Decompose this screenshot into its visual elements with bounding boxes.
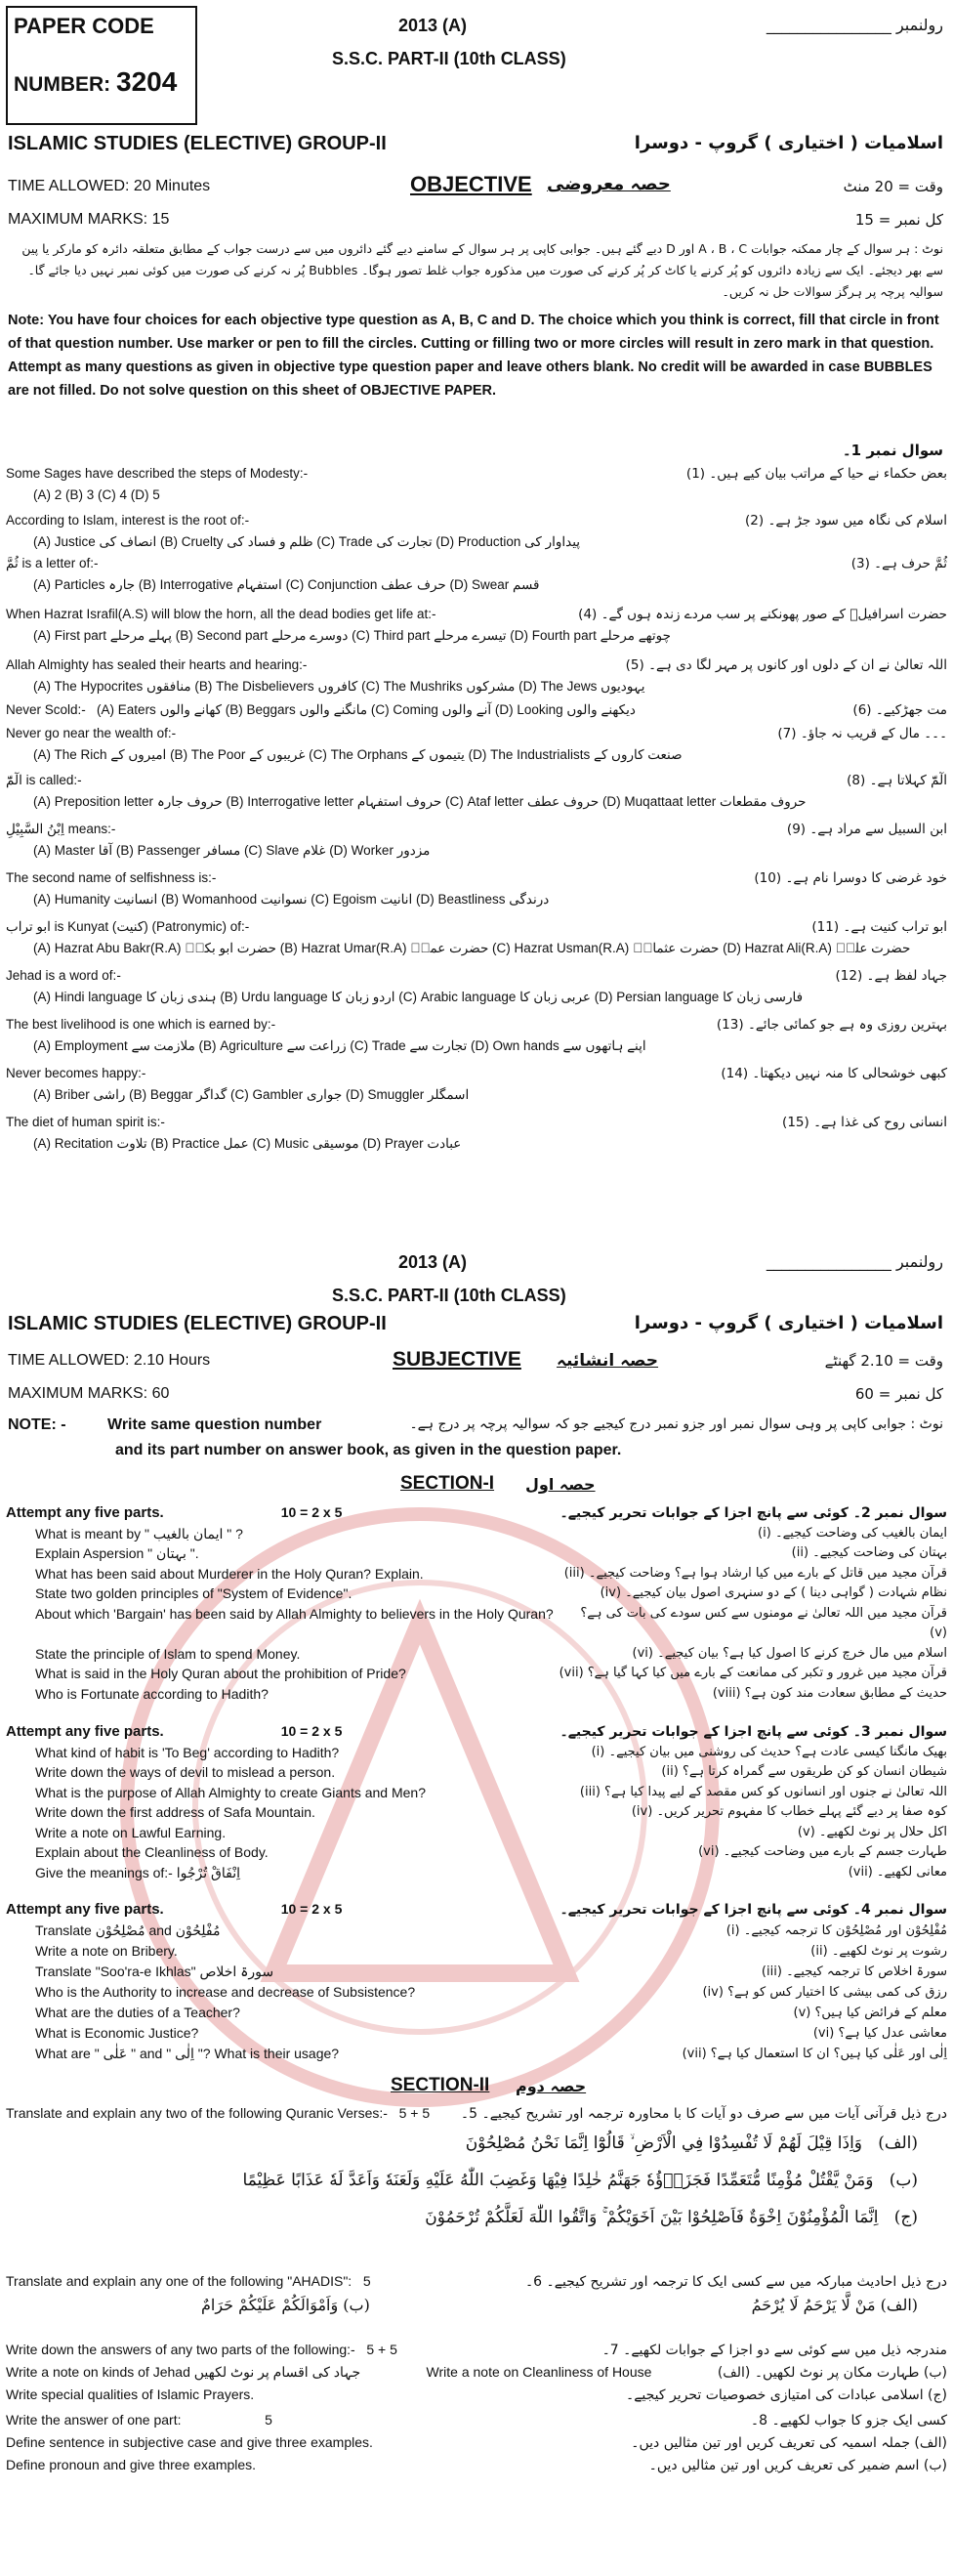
subjective-marks-urdu: کل نمبر = 60 bbox=[854, 1385, 943, 1403]
question-part: What are " عَلٰی " and " اِلٰی "? What is their usage? اِلٰی اور عَلٰی کیا ہیں؟ ان کا استعمال کیا ہے؟ (vii) bbox=[35, 2046, 947, 2061]
question-part: Translate "Soo'ra-e Ikhlas" سورۃ اخلاص سورۃ اخلاص کا ترجمہ کیجیے۔ (iii) bbox=[35, 1964, 947, 1979]
objective-question: The second name of selfishness is:- خود غرضی کا دوسرا نام ہے۔ (10) (A) Humanity انسانیت (B) Womanhood نسوانیت (C) Egoism انانیت (D) Beastliness درندگی bbox=[6, 870, 947, 907]
question-part: What are the duties of a Teacher? معلم کے فرائض کیا ہیں؟ (v) bbox=[35, 2005, 947, 2020]
question-part: Write a note on Lawful Earning. اکل حلال پر نوٹ لکھیے۔ (v) bbox=[35, 1824, 947, 1840]
question-part: Write down the ways of devil to mislead a person. شیطان انسان کو کن طریقوں سے گمراہ کرتا ہے؟ (ii) bbox=[35, 1764, 947, 1780]
question-part: What is Economic Justice? معاشی عدل کیا ہے؟ (vi) bbox=[35, 2025, 947, 2041]
paper-code-label: PAPER CODE bbox=[14, 14, 154, 38]
objective-question: Jehad is a word of:- جہاد لفظ ہے۔ (12) (A) Hindi language ہندی زبان کا (B) Urdu language اردو زبان کا (C) Arabic language عربی زبان کا (D) Persian language فارسی زبان کا bbox=[6, 968, 947, 1004]
question-8-block: Write the answer of one part: 5 کسی ایک جزو کا جواب لکھیے۔ 8۔ Define sentence in subjective case and give three examples. (الف) جملہ اسمیہ کی تعریف کریں اور تین مثالیں دیں۔ Define pronoun and give three examples. (ب) اسم ضمیر کی تعریف کریں اور تین مثالیں دیں۔ bbox=[6, 2409, 947, 2476]
objective-question: اِبْنُ السَّبِیْلِ means:- ابن السبیل سے مراد ہے۔ (9) (A) Master آقا (B) Passenger مسافر (C) Slave غلام (D) Worker مزدور bbox=[6, 822, 947, 858]
year-label: 2013 (A) bbox=[398, 16, 468, 35]
verse: (ب) وَمَنْ يَّقْتُلْ مُؤْمِنًا مُّتَعَمِّدًا فَجَزَاۗؤُهٗ جَهَنَّمُ خٰلِدًا فِيْهَا وَغَضِبَ اللّٰهُ عَلَيْهِ وَلَعَنَهٗ وَاَعَدَّ لَهٗ عَذَابًا عَظِيْمًا bbox=[242, 2171, 918, 2190]
subjective-note-urdu: نوٹ : جوابی کاپی پر وہی سوال نمبر اور جزو نمبر درج کیجیے جو کہ سوالیہ پرچہ پر درج ہے۔ bbox=[409, 1416, 943, 1432]
objective-question: Never Scold:- (A) Eaters کھانے والوں (B) Beggars مانگنے والوں (C) Coming آنے والوں (D) Looking دیکھنے والوں مت جھڑکیے۔ (6) bbox=[6, 702, 947, 718]
subjective-roll-number: رولنمبر ________________ bbox=[766, 1252, 943, 1271]
number-label: NUMBER: 3204 bbox=[14, 66, 178, 97]
section-2-urdu: حصہ دوم bbox=[516, 2077, 587, 2095]
question-3-block: Attempt any five parts. 10 = 2 x 5 سوال نمبر 3۔ کوئی سے پانچ اجزا کے جوابات تحریر کیجیے۔ What kind of habit is 'To Beg' according to Hadith? بھیک مانگنا کیسی عادت ہے؟ حدیث کی روشنی میں بیان کیجیے۔ (i) Write down the ways of devil to mislead a person. شیطان انسان کو کن طریقوں سے گمراہ کرتا ہے؟ (ii) What is the purpose of Allah Almighty to create Giants and Men? اللہ تعالیٰ نے جنوں اور انسانوں کو کس مقصد کے لیے پیدا کیا ہے؟ (iii) Write down the first address of Safa Mountain. کوہ صفا پر دیے گئے پہلے خطاب کا مفہوم تحریر کریں۔ (iv) Write a note on Lawful Earning. اکل حلال پر نوٹ لکھیے۔ (v) Explain about the Cleanliness of Body. طہارت جسم کے بارے میں وضاحت کیجیے۔ (vi) Give the meanings of:- اِنْفَاقْ تُرْجُوا معانی لکھیے۔ (vii) bbox=[6, 1721, 947, 1882]
note-english: Note: You have four choices for each objective type question as A, B, C and D. The choice which you think is correct, fill that circle in front of that question number. Use marker or pen to fill the circles. Cutting or filling two or more circles will result in zero mark in that question. Attempt as many questions as given in objective type question paper and leave others blank. No credit will be awarded in case BUBBLES are not filled. Do not solve question on this sheet of OBJECTIVE PAPER. bbox=[8, 313, 939, 399]
section-subjective-urdu: حصہ انشائیہ bbox=[557, 1351, 659, 1371]
question-5-block: Translate and explain any two of the following Quranic Verses:- 5 + 5 درج ذیل قرآنی آیات میں سے صرف دو آیات کا با محاورہ ترجمہ اور تشریح کیجیے۔ 5۔ (الف) وَاِذَا قِيْلَ لَهُمْ لَا تُفْسِدُوْا فِي الْاَرْضِ ۙ قَالُوْٓا اِنَّمَا نَحْنُ مُصْلِحُوْنَ (ب) وَمَنْ يَّقْتُلْ مُؤْمِنًا مُّتَعَمِّدًا فَجَزَاۗؤُهٗ جَهَنَّمُ خٰلِدًا فِيْهَا وَغَضِبَ اللّٰهُ عَلَيْهِ وَلَعَنَهٗ وَاَعَدَّ لَهٗ عَذَابًا عَظِيْمًا (ج) اِنَّمَا الْمُؤْمِنُوْنَ اِخْوَةٌ فَاَصْلِحُوْا بَيْنَ اَخَوَيْكُمْ ۚ وَاتَّقُوا اللّٰهَ لَعَلَّكُمْ تُرْحَمُوْنَ bbox=[6, 2102, 947, 2236]
section-2-label: SECTION-II bbox=[391, 2075, 490, 2095]
subjective-note-english-1: Write same question number bbox=[107, 1416, 322, 1433]
question-1-label: سوال نمبر 1۔ bbox=[842, 442, 943, 459]
section-subjective: SUBJECTIVE bbox=[393, 1348, 521, 1371]
objective-question: ابو تراب is Kunyat (کنیت) (Patronymic) of:- ابو تراب کنیت ہے۔ (11) (A) Hazrat Abu Bakr(R.A) حضرت ابو بکرؓ (B) Hazrat Umar(R.A) حضرت عمرؓ (C) Hazrat Usman(R.A) حضرت عثمانؓ (D) Hazrat Ali(R.A) حضرت علیؓ bbox=[6, 919, 947, 955]
maximum-marks: MAXIMUM MARKS: 15 bbox=[8, 211, 170, 228]
objective-question: Some Sages have described the steps of Modesty:- بعض حکماء نے حیا کے مراتب بیان کیے ہیں۔ (1) (A) 2 (B) 3 (C) 4 (D) 5 bbox=[6, 466, 947, 502]
question-part: State two golden principles of "System of Evidence". نظام شہادت ( گواہی دینا ) کے دو سنہری اصول بیان کیجیے۔ (iv) bbox=[35, 1585, 947, 1601]
objective-question: الٓمّٓ is called:- الٓمّٓ کہلاتا ہے۔ (8) (A) Preposition letter حروف جارہ (B) Interrogative letter حروف استفہام (C) Ataf letter حروف عطف (D) Muqattaat letter حروف مقطعات bbox=[6, 773, 947, 809]
roll-number-label: رولنمبر ________________ bbox=[766, 16, 943, 34]
quranic-verses bbox=[6, 2125, 947, 2236]
subject-title-urdu: اسلامیات ( اختیاری ) گروپ - دوسرا bbox=[634, 133, 943, 153]
objective-question: Never go near the wealth of:- ۔۔۔ مال کے قریب نہ جاؤ۔ (7) (A) The Rich امیروں کے (B) The Poor غریبوں کے (C) The Orphans یتیموں کے (D) The Industrialists صنعت کاروں کے bbox=[6, 726, 947, 762]
objective-question: The diet of human spirit is:- انسانی روح کی غذا ہے۔ (15) (A) Recitation تلاوت (B) Practice عمل (C) Music موسیقی (D) Prayer عبادت bbox=[6, 1115, 947, 1151]
question-part: Define sentence in subjective case and give three examples. (الف) جملہ اسمیہ کی تعریف کریں اور تین مثالیں دیں۔ bbox=[6, 2434, 947, 2451]
objective-question: Never becomes happy:- کبھی خوشحالی کا منہ نہیں دیکھتا۔ (14) (A) Briber راشی (B) Beggar گداگر (C) Gambler جواری (D) Smuggler اسمگلر bbox=[6, 1066, 947, 1102]
question-part: What is meant by " ایمان بالغیب " ? ایمان بالغیب کی وضاحت کیجیے۔ (i) bbox=[35, 1525, 947, 1541]
question-part: Write special qualities of Islamic Prayers. (ج) اسلامی عبادات کی امتیازی خصوصیات تحریر کیجیے۔ bbox=[6, 2386, 947, 2403]
verse: (الف) وَاِذَا قِيْلَ لَهُمْ لَا تُفْسِدُوْا فِي الْاَرْضِ ۙ قَالُوْٓا اِنَّمَا نَحْنُ مُصْلِحُوْنَ bbox=[465, 2133, 918, 2153]
question-part: Give the meanings of:- اِنْفَاقْ تُرْجُوا معانی لکھیے۔ (vii) bbox=[35, 1864, 947, 1880]
question-part: What kind of habit is 'To Beg' according to Hadith? بھیک مانگنا کیسی عادت ہے؟ حدیث کی روشنی میں بیان کیجیے۔ (i) bbox=[35, 1744, 947, 1760]
question-part: Write a note on Bribery. رشوت پر نوٹ لکھیے۔ (ii) bbox=[35, 1943, 947, 1959]
paper-number: 3204 bbox=[116, 66, 178, 97]
subjective-class: S.S.C. PART-II (10th CLASS) bbox=[332, 1286, 566, 1305]
question-part: About which 'Bargain' has been said by Allah Almighty to believers in the Holy Quran? قرآن مجید میں اللہ تعالیٰ نے مومنوں سے کس سودے کی بات کی ہے؟ (v) bbox=[35, 1605, 947, 1640]
objective-question: The best livelihood is one which is earned by:- بہترین روزی وہ ہے جو کمائی جائے۔ (13) (A) Employment ملازمت سے (B) Agriculture زراعت سے (C) Trade تجارت سے (D) Own hands اپنے ہاتھوں سے bbox=[6, 1017, 947, 1053]
subjective-year: 2013 (A) bbox=[398, 1252, 468, 1272]
time-urdu: وقت = 20 منٹ bbox=[843, 178, 943, 195]
question-part: Write a note on kinds of Jehad جہاد کی اقسام پر نوٹ لکھیں Write a note on Cleanliness of House (ب) طہارت مکان پر نوٹ لکھیں۔ (الف) bbox=[6, 2364, 947, 2381]
question-7-block: Write down the answers of any two parts of the following:- 5 + 5 مندرجہ ذیل میں سے کوئی سے دو اجزا کے جوابات لکھیے۔ 7۔ Write a note on kinds of Jehad جہاد کی اقسام پر نوٹ لکھیں Write a note on Cleanliness of House (ب) طہارت مکان پر نوٹ لکھیں۔ (الف) Write special qualities of Islamic Prayers. (ج) اسلامی عبادات کی امتیازی خصوصیات تحریر کیجیے۔ bbox=[6, 2339, 947, 2406]
question-part: Translate مُصْلِحُوْن and مُفْلِحُوْن مُفْلِحُوْن اور مُصْلِحُوْن کا ترجمہ کیجیے۔ (i) bbox=[35, 1922, 947, 1938]
objective-question: When Hazrat Israfil(A.S) will blow the horn, all the dead bodies get life at:- حضرت اسرافیلؑ کے صور پھونکنے پر سب مردے زندہ ہوں گے۔ (4) (A) First part پہلے مرحلے (B) Second part دوسرے مرحلے (C) Third part تیسرے مرحلے (D) Fourth part چوتھے مرحلے bbox=[6, 607, 947, 643]
question-6-block: Translate and explain any one of the following "AHADIS": 5 درج ذیل احادیث مبارکہ میں سے کسی ایک کا ترجمہ اور تشریح کیجیے۔ 6۔ (الف) مَنْ لَّا يَرْحَمُ لَا يُرْحَمُ (ب) وَاَمْوَالَكُمْ عَلَيْكُمْ حَرَامٌ bbox=[6, 2273, 947, 2314]
time-allowed: TIME ALLOWED: 20 Minutes bbox=[8, 178, 211, 194]
question-part: Explain Aspersion " بہتان ". بہتان کی وضاحت کیجیے۔ (ii) bbox=[35, 1545, 947, 1561]
question-2-block: Attempt any five parts. 10 = 2 x 5 سوال نمبر 2۔ کوئی سے پانچ اجزا کے جوابات تحریر کیجیے۔ What is meant by " ایمان بالغیب " ? ایمان بالغیب کی وضاحت کیجیے۔ (i) Explain Aspersion " بہتان ". بہتان کی وضاحت کیجیے۔ (ii) What has been said about Murderer in the Holy Quran? Explain. قرآن مجید میں قاتل کے بارے میں کیا ارشاد ہوا ہے؟ وضاحت کیجیے۔ (iii) State two golden principles of "System of Evidence". نظام شہادت ( گواہی دینا ) کے دو سنہری اصول بیان کیجیے۔ (iv) About which 'Bargain' has been said by Allah Almighty to believers in the Holy Quran? قرآن مجید میں اللہ تعالیٰ نے مومنوں سے کس سودے کی بات کی ہے؟ (v) State the principle of Islam to spend Money. اسلام میں مال خرچ کرنے کا اصول کیا ہے؟ بیان کیجیے۔ (vi) What is said in the Holy Quran about the prohibition of Pride? قرآن مجید میں غرور و تکبر کی ممانعت کے بارے میں کیا کہا گیا ہے؟ (vii) Who is Fortunate according to Hadith? حدیث کے مطابق سعادت مند کون ہے؟ (viii) bbox=[6, 1502, 947, 1704]
subjective-time-allowed: TIME ALLOWED: 2.10 Hours bbox=[8, 1352, 211, 1369]
subjective-max-marks: MAXIMUM MARKS: 60 bbox=[8, 1385, 170, 1402]
class-label: S.S.C. PART-II (10th CLASS) bbox=[332, 49, 566, 68]
note-urdu: نوٹ : ہر سوال کے چار ممکنہ جوابات A ، B ، C اور D دیے گئے ہیں۔ جوابی کاپی پر ہر سوال کے سامنے دیے گئے دائروں میں سے درست جواب کے مطابق متعلقہ دائرہ کو مارکر یا پین سے بھر دیجئے۔ ایک سے زیادہ دائروں کو پُر کرنے یا کاٹ کر پُر کرنے کی صورت میں مذکورہ جواب غلط تصور ہوگا۔ Bubbles پُر نہ کرنے کی صورت میں کوئی نمبر نہیں دیا جائے گا۔ سوالیہ پرچہ پر ہرگز سوالات حل نہ کریں۔ bbox=[21, 241, 943, 299]
subjective-note-label: NOTE: - bbox=[8, 1416, 66, 1433]
subjective-time-urdu: وقت = 2.10 گھنٹے bbox=[824, 1352, 943, 1370]
question-part: What is said in the Holy Quran about the prohibition of Pride? قرآن مجید میں غرور و تکبر کی ممانعت کے بارے میں کیا کہا گیا ہے؟ (vii) bbox=[35, 1666, 947, 1681]
question-part: Explain about the Cleanliness of Body. طہارت جسم کے بارے میں وضاحت کیجیے۔ (vi) bbox=[35, 1844, 947, 1860]
question-part: Who is the Authority to increase and decrease of Subsistence? رزق کی کمی بیشی کا اختیار کس کو ہے؟ (iv) bbox=[35, 1984, 947, 2000]
question-part: Define pronoun and give three examples. (ب) اسم ضمیر کی تعریف کریں اور تین مثالیں دیں۔ bbox=[6, 2457, 947, 2473]
objective-question: According to Islam, interest is the root of:- اسلام کی نگاہ میں سود جڑ ہے۔ (2) (A) Justice انصاف کی (B) Cruelty ظلم و فساد کی (C) Trade تجارت کی (D) Production پیداوار کی bbox=[6, 513, 947, 549]
objective-question: Allah Almighty has sealed their hearts and hearing:- اللہ تعالیٰ نے ان کے دلوں اور کانوں پر مہر لگا دی ہے۔ (5) (A) The Hypocrites منافقوں (B) The Disbelievers کافروں (C) The Mushriks مشرکوں (D) The Jews یہودیوں bbox=[6, 657, 947, 694]
subjective-subject-title: ISLAMIC STUDIES (ELECTIVE) GROUP-II bbox=[8, 1313, 387, 1334]
subjective-subject-urdu: اسلامیات ( اختیاری ) گروپ - دوسرا bbox=[634, 1313, 943, 1333]
hadis-options: (الف) مَنْ لَّا يَرْحَمُ لَا يُرْحَمُ (ب) وَاَمْوَالَكُمْ عَلَيْكُمْ حَرَامٌ bbox=[201, 2296, 918, 2314]
question-part: What has been said about Murderer in the Holy Quran? Explain. قرآن مجید میں قاتل کے بارے میں کیا ارشاد ہوا ہے؟ وضاحت کیجیے۔ (iii) bbox=[35, 1565, 947, 1582]
section-1-urdu: حصہ اول bbox=[525, 1475, 596, 1494]
subject-title: ISLAMIC STUDIES (ELECTIVE) GROUP-II bbox=[8, 133, 387, 154]
section-objective: OBJECTIVE bbox=[410, 172, 532, 196]
subjective-note-english-2: and its part number on answer book, as given in the question paper. bbox=[115, 1442, 622, 1458]
question-part: Write down the first address of Safa Mountain. کوہ صفا پر دیے گئے پہلے خطاب کا مفہوم تحریر کریں۔ (iv) bbox=[35, 1804, 947, 1820]
marks-urdu: کل نمبر = 15 bbox=[854, 211, 943, 229]
question-4-block: Attempt any five parts. 10 = 2 x 5 سوال نمبر 4۔ کوئی سے پانچ اجزا کے جوابات تحریر کیجیے۔ Translate مُصْلِحُوْن and مُفْلِحُوْن مُفْلِحُوْن اور مُصْلِحُوْن کا ترجمہ کیجیے۔ (i) Write a note on Bribery. رشوت پر نوٹ لکھیے۔ (ii) Translate "Soo'ra-e Ikhlas" سورۃ اخلاص سورۃ اخلاص کا ترجمہ کیجیے۔ (iii) Who is the Authority to increase and decrease of Subsistence? رزق کی کمی بیشی کا اختیار کس کو ہے؟ (iv) What are the duties of a Teacher? معلم کے فرائض کیا ہیں؟ (v) What is Economic Justice? معاشی عدل کیا ہے؟ (vi) What are " عَلٰی " and " اِلٰی "? What is their usage? اِلٰی اور عَلٰی کیا ہیں؟ ان کا استعمال کیا ہے؟ (vii) bbox=[6, 1899, 947, 2064]
objective-questions bbox=[6, 463, 947, 1161]
verse: (ج) اِنَّمَا الْمُؤْمِنُوْنَ اِخْوَةٌ فَاَصْلِحُوْا بَيْنَ اَخَوَيْكُمْ ۚ وَاتَّقُوا اللّٰهَ لَعَلَّكُمْ تُرْحَمُوْنَ bbox=[425, 2208, 918, 2227]
question-part: Who is Fortunate according to Hadith? حدیث کے مطابق سعادت مند کون ہے؟ (viii) bbox=[35, 1685, 947, 1702]
question-part: What is the purpose of Allah Almighty to create Giants and Men? اللہ تعالیٰ نے جنوں اور انسانوں کو کس مقصد کے لیے پیدا کیا ہے؟ (iii) bbox=[35, 1784, 947, 1800]
question-part: State the principle of Islam to spend Money. اسلام میں مال خرچ کرنے کا اصول کیا ہے؟ بیان کیجیے۔ (vi) bbox=[35, 1645, 947, 1662]
paper-code-box bbox=[6, 6, 197, 125]
section-1-label: SECTION-I bbox=[400, 1473, 495, 1494]
section-objective-urdu: حصہ معروضی bbox=[547, 174, 671, 194]
objective-question: ثُمَّ is a letter of:- ثُمَّ حرف ہے۔ (3) (A) Particles جارہ (B) Interrogative استفہام (C) Conjunction حرف عطف (D) Swear قسم bbox=[6, 556, 947, 592]
